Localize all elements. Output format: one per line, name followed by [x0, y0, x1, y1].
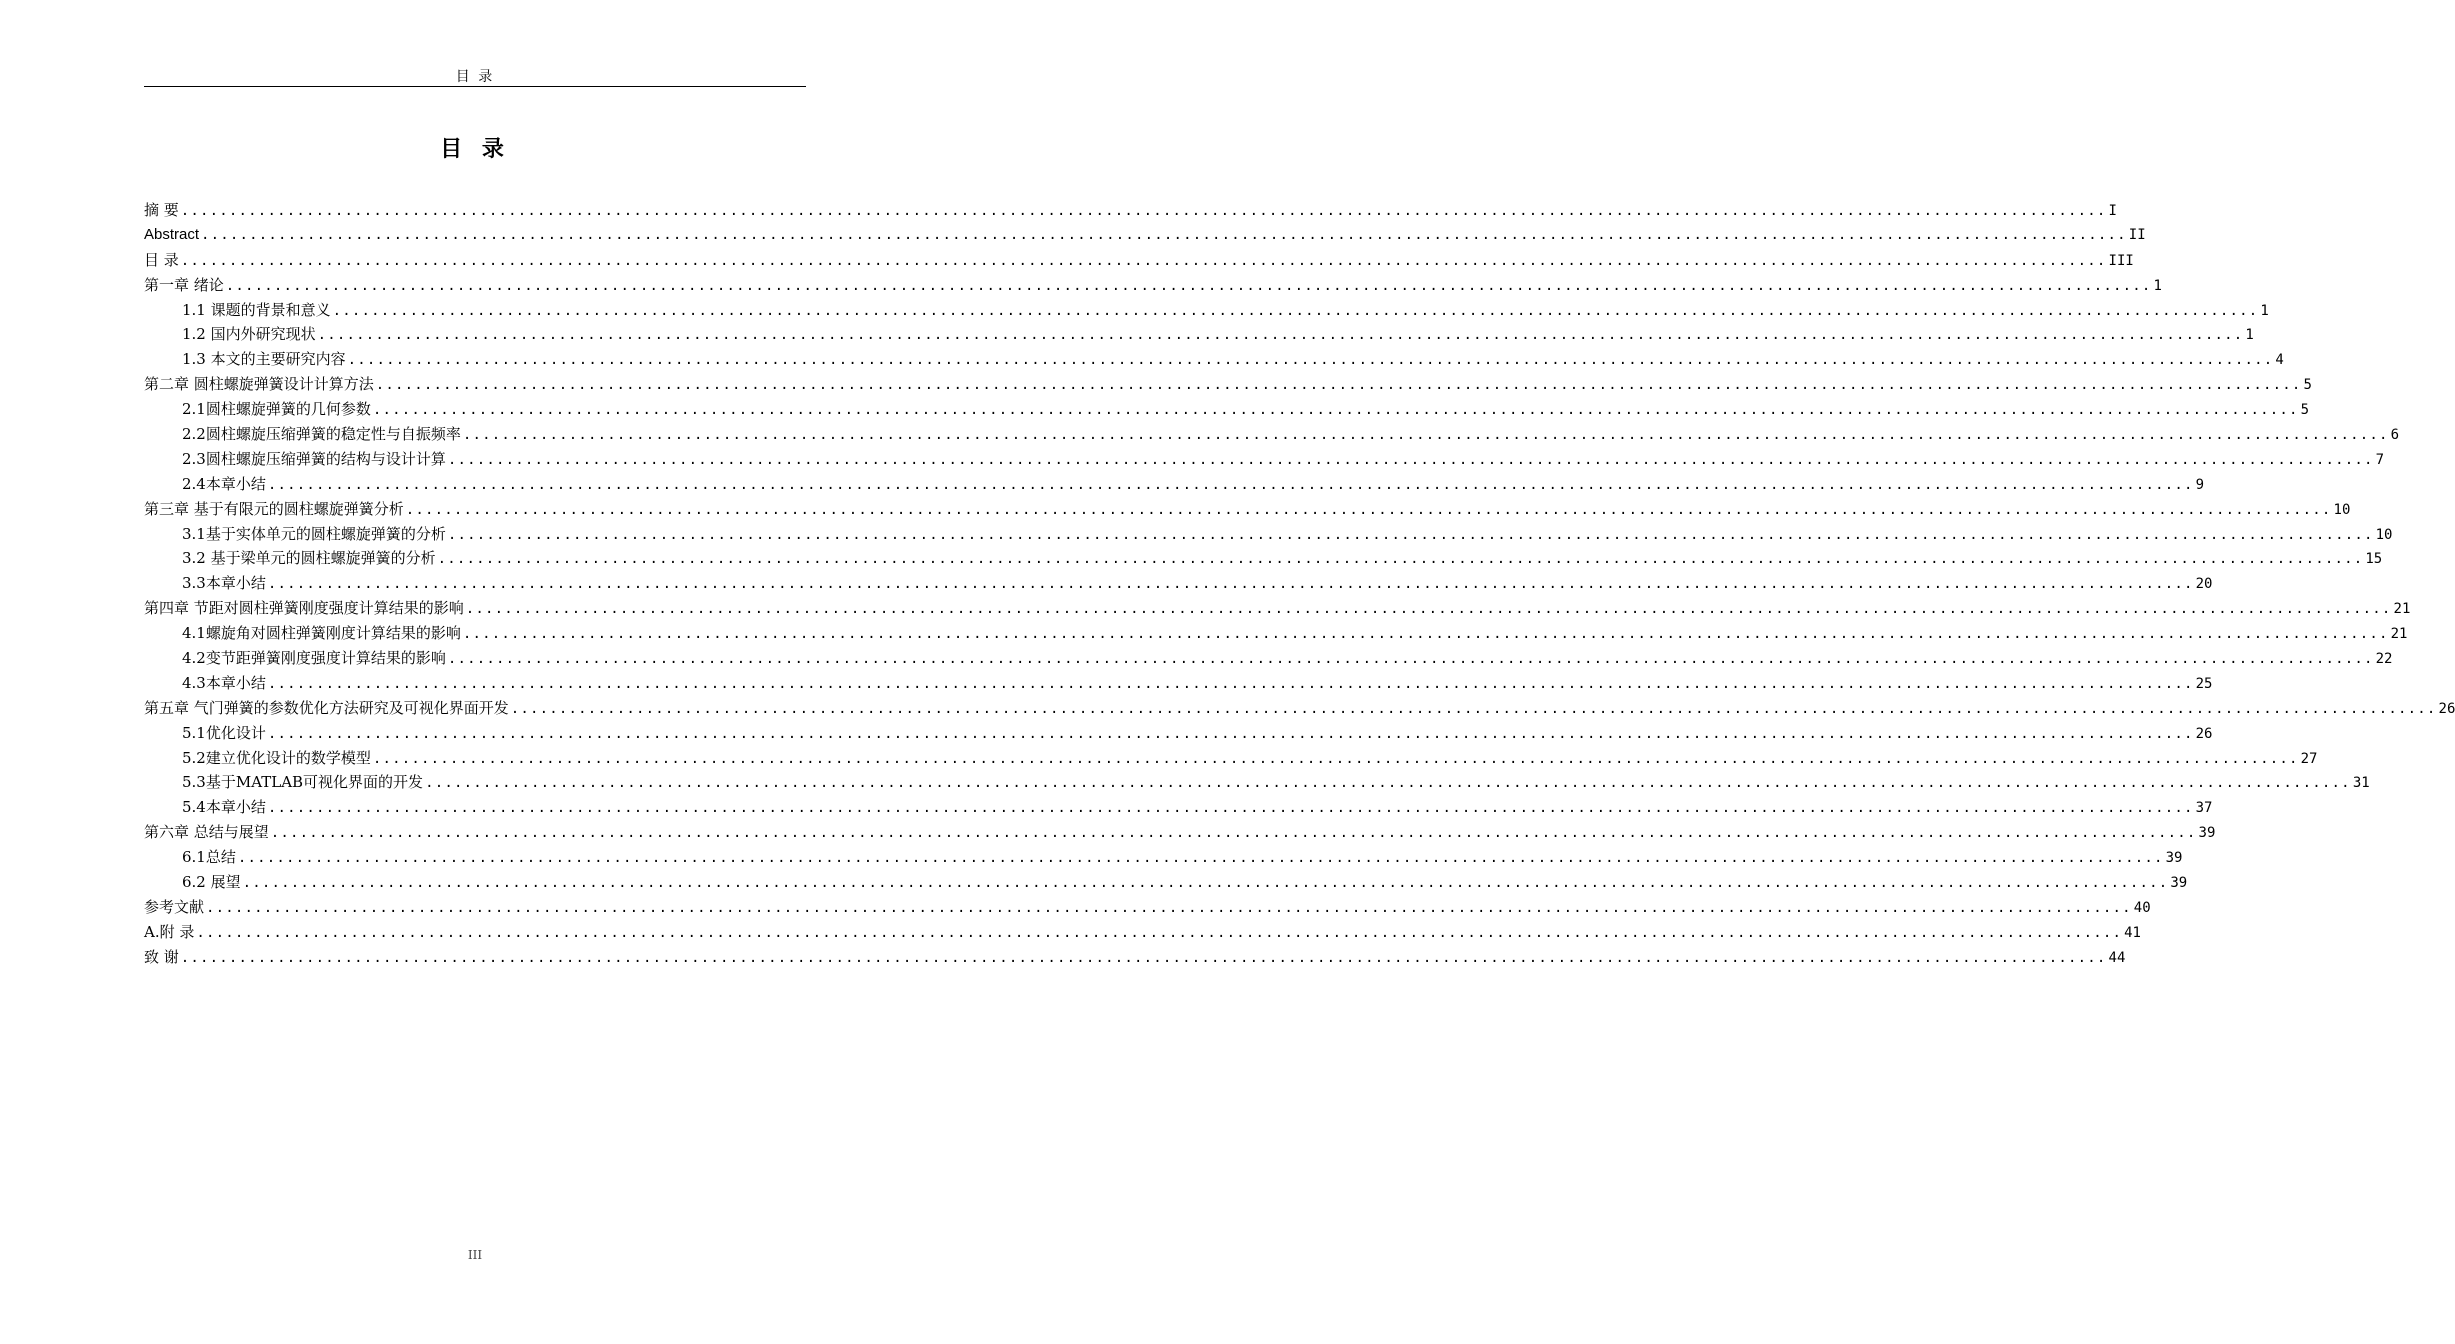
- toc-dot-leader: ........................................................................................................................................................................................................: [267, 800, 2194, 817]
- toc-entry-label: 6.1总结: [182, 848, 236, 867]
- toc-entry[interactable]: [144, 571, 2213, 596]
- toc-dot-leader: ........................................................................................................................................................................................................: [447, 526, 2374, 543]
- toc-entry-page: 1: [2153, 277, 2162, 294]
- toc-entry-label: 摘 要: [144, 201, 179, 219]
- toc-dot-leader: ........................................................................................................................................................................................................: [270, 825, 2197, 842]
- toc-entry-page: II: [2128, 226, 2146, 243]
- toc-entry-page: 5: [2300, 402, 2310, 419]
- toc-entry[interactable]: [144, 795, 2213, 820]
- toc-entry[interactable]: [144, 372, 2312, 397]
- toc-entry-label: 第一章 绪论: [144, 275, 224, 294]
- toc-entry-page: 27: [2300, 750, 2318, 767]
- toc-entry[interactable]: [144, 198, 2117, 223]
- toc-entry-page: 6: [2390, 427, 2400, 444]
- toc-dot-leader: ........................................................................................................................................................................................................: [465, 601, 2392, 618]
- toc-entry[interactable]: [144, 646, 2393, 671]
- toc-entry-label: 5.1优化设计: [182, 723, 266, 742]
- toc-dot-leader: ........................................................................................................................................................................................................: [180, 203, 2107, 219]
- toc-dot-leader: ........................................................................................................................................................................................................: [447, 451, 2374, 468]
- toc-entry[interactable]: [144, 497, 2351, 522]
- toc-entry-page: 1: [2245, 327, 2254, 344]
- toc-entry[interactable]: [144, 820, 2216, 845]
- toc-entry[interactable]: [144, 298, 2269, 323]
- toc-entry-page: 20: [2195, 576, 2213, 593]
- toc-entry-label: 2.3圆柱螺旋压缩弹簧的结构与设计计算: [182, 449, 446, 468]
- toc-dot-leader: ........................................................................................................................................................................................................: [180, 252, 2107, 269]
- toc-entry-page: 1: [2260, 302, 2269, 319]
- toc-dot-leader: ........................................................................................................................................................................................................: [462, 626, 2389, 643]
- toc-entry-label: 第六章 总结与展望: [144, 823, 269, 842]
- toc-entry-label: 3.1基于实体单元的圆柱螺旋弹簧的分析: [182, 524, 446, 543]
- toc-dot-leader: ........................................................................................................................................................................................................: [447, 651, 2374, 668]
- toc-dot-leader: ........................................................................................................................................................................................................: [510, 700, 2437, 717]
- toc-dot-leader: ........................................................................................................................................................................................................: [437, 551, 2364, 568]
- toc-dot-leader: ........................................................................................................................................................................................................: [206, 899, 2132, 916]
- toc-entry[interactable]: [144, 223, 2146, 248]
- toc-entry[interactable]: [144, 347, 2284, 372]
- toc-entry-label: 5.2建立优化设计的数学模型: [182, 748, 371, 767]
- toc-entry-page: 26: [2195, 725, 2213, 742]
- toc-entry-page: 7: [2375, 451, 2385, 468]
- toc-entry-label: 第四章 节距对圆柱弹簧刚度强度计算结果的影响: [144, 599, 464, 618]
- toc-dot-leader: ........................................................................................................................................................................................................: [267, 476, 2194, 493]
- toc-dot-leader: ........................................................................................................................................................................................................: [267, 725, 2194, 742]
- toc-entry-label: 6.2 展望: [182, 873, 241, 892]
- toc-entry-label: 1.2 国内外研究现状: [182, 325, 316, 344]
- toc-entry[interactable]: [144, 895, 2151, 920]
- toc-entry-page: 5: [2303, 377, 2312, 394]
- toc-entry-label: 5.3基于MATLAB可视化界面的开发: [182, 773, 424, 792]
- toc-dot-leader: ........................................................................................................................................................................................................: [405, 501, 2332, 518]
- toc-entry[interactable]: [144, 920, 2141, 945]
- toc-entry-label: 2.4本章小结: [182, 474, 266, 493]
- toc-entry-label: 3.3本章小结: [182, 574, 266, 593]
- toc-entry[interactable]: [144, 621, 2408, 646]
- toc-entry-page: 25: [2195, 675, 2213, 692]
- toc-entry[interactable]: [144, 397, 2310, 422]
- toc-entry[interactable]: [144, 870, 2188, 895]
- toc-entry[interactable]: [144, 422, 2400, 447]
- toc-entry-page: 15: [2365, 551, 2383, 568]
- toc-entry[interactable]: [144, 696, 2455, 721]
- toc-entry[interactable]: [144, 522, 2393, 547]
- toc-entry-label: Abstract: [144, 225, 200, 243]
- toc-entry-label: 第二章 圆柱螺旋弹簧设计计算方法: [144, 375, 374, 394]
- toc-entry-label: A.附 录: [144, 922, 195, 941]
- toc-entry-page: 22: [2375, 651, 2393, 668]
- toc-entry-label: 第三章 基于有限元的圆柱螺旋弹簧分析: [144, 499, 404, 518]
- toc-entry-label: 3.2 基于梁单元的圆柱螺旋弹簧的分析: [182, 549, 436, 568]
- toc-entry-page: 10: [2375, 526, 2393, 543]
- toc-entry-label: 4.2变节距弹簧刚度强度计算结果的影响: [182, 649, 446, 668]
- toc-entry-page: 31: [2352, 775, 2370, 792]
- toc-dot-leader: ........................................................................................................................................................................................................: [237, 850, 2164, 867]
- toc-entry-page: 9: [2195, 476, 2205, 493]
- toc-entry-label: 目 录: [144, 250, 179, 269]
- toc-entry-page: III: [2108, 252, 2134, 269]
- toc-entry-page: 40: [2133, 899, 2151, 916]
- toc-entry-page: 41: [2124, 924, 2141, 941]
- toc-entry-page: 39: [2198, 825, 2216, 842]
- toc-entry-page: 10: [2333, 501, 2351, 518]
- running-header: 目 录: [455, 69, 495, 85]
- toc-entry-label: 参考文献: [144, 897, 205, 916]
- toc-dot-leader: ........................................................................................................................................................................................................: [180, 949, 2107, 966]
- toc-entry[interactable]: [144, 322, 2254, 347]
- toc-entry[interactable]: [144, 472, 2205, 497]
- toc-entry-page: 4: [2275, 352, 2284, 369]
- toc-dot-leader: ........................................................................................................................................................................................................: [425, 775, 2351, 792]
- toc-entry-page: 37: [2195, 800, 2213, 817]
- toc-entry-label: 1.1 课题的背景和意义: [182, 300, 331, 319]
- toc-entry-page: 39: [2170, 875, 2188, 892]
- toc-entry-label: 2.2圆柱螺旋压缩弹簧的稳定性与自振频率: [182, 425, 461, 444]
- header-rule: [144, 86, 806, 87]
- toc-dot-leader: ........................................................................................................................................................................................................: [196, 924, 2123, 941]
- toc-dot-leader: ........................................................................................................................................................................................................: [347, 352, 2274, 369]
- toc-dot-leader: ........................................................................................................................................................................................................: [201, 226, 2127, 243]
- toc-entry-page: 39: [2165, 850, 2183, 867]
- toc-entry[interactable]: [144, 447, 2385, 472]
- toc-entry-label: 1.3 本文的主要研究内容: [182, 350, 346, 369]
- toc-entry[interactable]: [144, 845, 2183, 870]
- toc-entry[interactable]: [144, 596, 2411, 621]
- toc-entry-label: 5.4本章小结: [182, 798, 266, 817]
- page-number: III: [467, 1248, 483, 1262]
- toc-entry-label: 致 谢: [144, 947, 179, 966]
- toc-dot-leader: ........................................................................................................................................................................................................: [242, 875, 2169, 892]
- toc-entry-label: 4.1螺旋角对圆柱弹簧刚度计算结果的影响: [182, 624, 461, 643]
- toc-entry[interactable]: [144, 746, 2318, 771]
- table-of-contents: [144, 198, 2455, 970]
- toc-dot-leader: ........................................................................................................................................................................................................: [317, 327, 2244, 344]
- toc-entry-page: 21: [2390, 626, 2408, 643]
- toc-dot-leader: ........................................................................................................................................................................................................: [332, 302, 2259, 319]
- page-title: 目 录: [440, 137, 510, 162]
- toc-dot-leader: ........................................................................................................................................................................................................: [375, 377, 2302, 394]
- toc-dot-leader: ........................................................................................................................................................................................................: [372, 402, 2299, 419]
- toc-dot-leader: ........................................................................................................................................................................................................: [462, 427, 2389, 444]
- toc-entry[interactable]: [144, 546, 2383, 571]
- toc-entry-label: 4.3本章小结: [182, 673, 266, 692]
- toc-entry[interactable]: [144, 273, 2162, 298]
- toc-entry[interactable]: [144, 671, 2213, 696]
- toc-entry-page: I: [2108, 203, 2117, 219]
- toc-entry-label: 2.1圆柱螺旋弹簧的几何参数: [182, 400, 371, 419]
- toc-entry-page: 44: [2108, 949, 2126, 966]
- toc-entry[interactable]: [144, 770, 2370, 795]
- toc-entry-page: 21: [2393, 601, 2411, 618]
- toc-dot-leader: ........................................................................................................................................................................................................: [225, 277, 2152, 294]
- toc-dot-leader: ........................................................................................................................................................................................................: [267, 576, 2194, 593]
- toc-entry-page: 26: [2438, 700, 2455, 717]
- toc-dot-leader: ........................................................................................................................................................................................................: [267, 675, 2194, 692]
- toc-dot-leader: ........................................................................................................................................................................................................: [372, 750, 2299, 767]
- toc-entry[interactable]: [144, 945, 2126, 970]
- toc-entry-label: 第五章 气门弹簧的参数优化方法研究及可视化界面开发: [144, 698, 509, 717]
- toc-entry[interactable]: [144, 721, 2213, 746]
- toc-entry[interactable]: [144, 248, 2134, 273]
